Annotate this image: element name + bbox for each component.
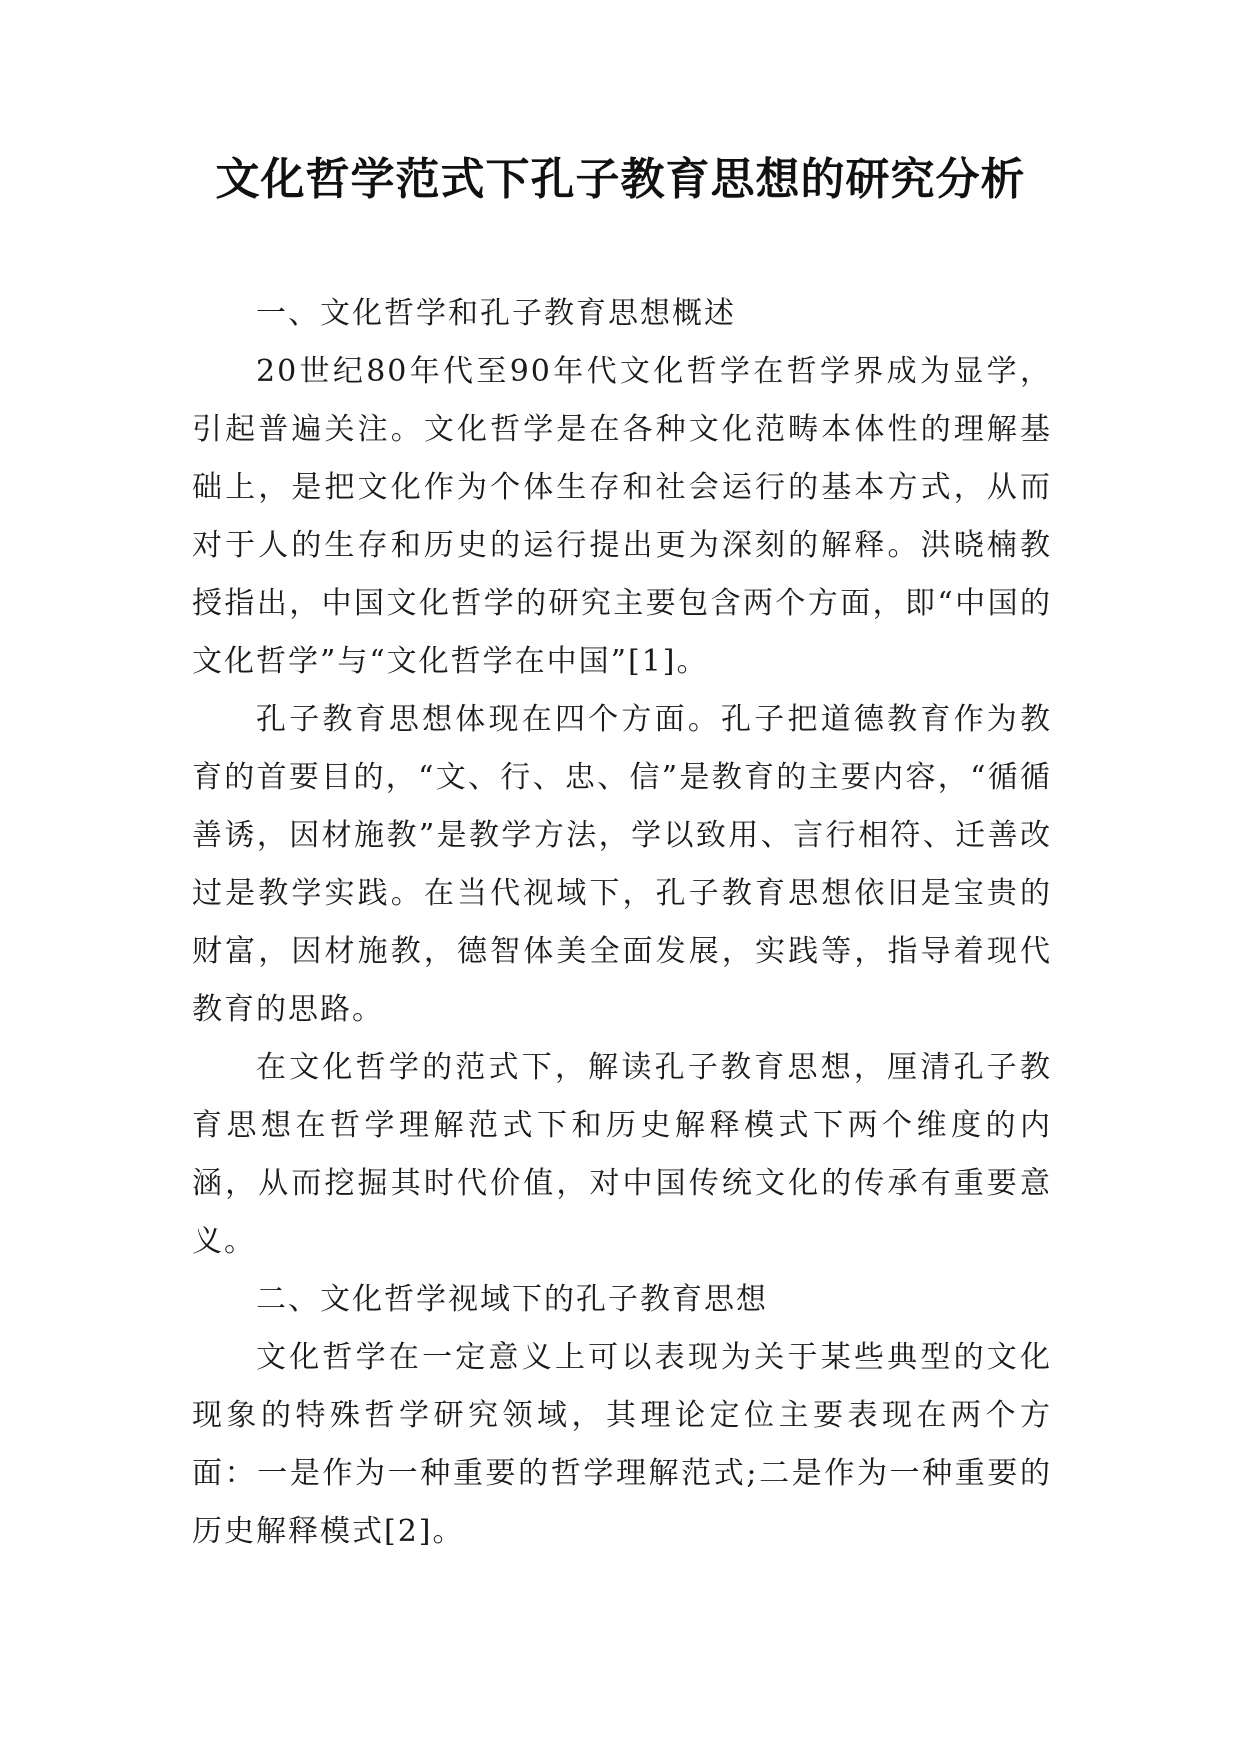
section-heading-1: 一、文化哲学和孔子教育思想概述 [256, 296, 736, 331]
document-body [192, 285, 1052, 1561]
paragraph-1: 20世纪80年代至90年代文化哲学在哲学界成为显学，引起普遍关注。文化哲学是在各种文化范畴本体性的理解基础上，是把文化作为个体生存和社会运行的基本方式，从而对于人的生存和历史的运行提出更为深刻的解释。洪晓楠教授指出，中国文化哲学的研究主要包含两个方面，即“中国的文化哲学”与“文化哲学在中国”[1]。 [192, 354, 1052, 679]
paragraph-2: 孔子教育思想体现在四个方面。孔子把道德教育作为教育的首要目的，“文、行、忠、信”是教育的主要内容，“循循善诱，因材施教”是教学方法，学以致用、言行相符、迁善改过是教学实践。在当代视域下，孔子教育思想依旧是宝贵的财富，因材施教，德智体美全面发展，实践等，指导着现代教育的思路。 [192, 702, 1052, 1027]
paragraph-4: 文化哲学在一定意义上可以表现为关于某些典型的文化现象的特殊哲学研究领域，其理论定位主要表现在两个方面：一是作为一种重要的哲学理解范式;二是作为一种重要的历史解释模式[2]。 [192, 1340, 1052, 1549]
document-title: 文化哲学范式下孔子教育思想的研究分析 [215, 154, 1026, 205]
section-heading-2: 二、文化哲学视域下的孔子教育思想 [256, 1282, 768, 1317]
paragraph-3: 在文化哲学的范式下，解读孔子教育思想，厘清孔子教育思想在哲学理解范式下和历史解释模式下两个维度的内涵，从而挖掘其时代价值，对中国传统文化的传承有重要意义。 [192, 1050, 1052, 1259]
